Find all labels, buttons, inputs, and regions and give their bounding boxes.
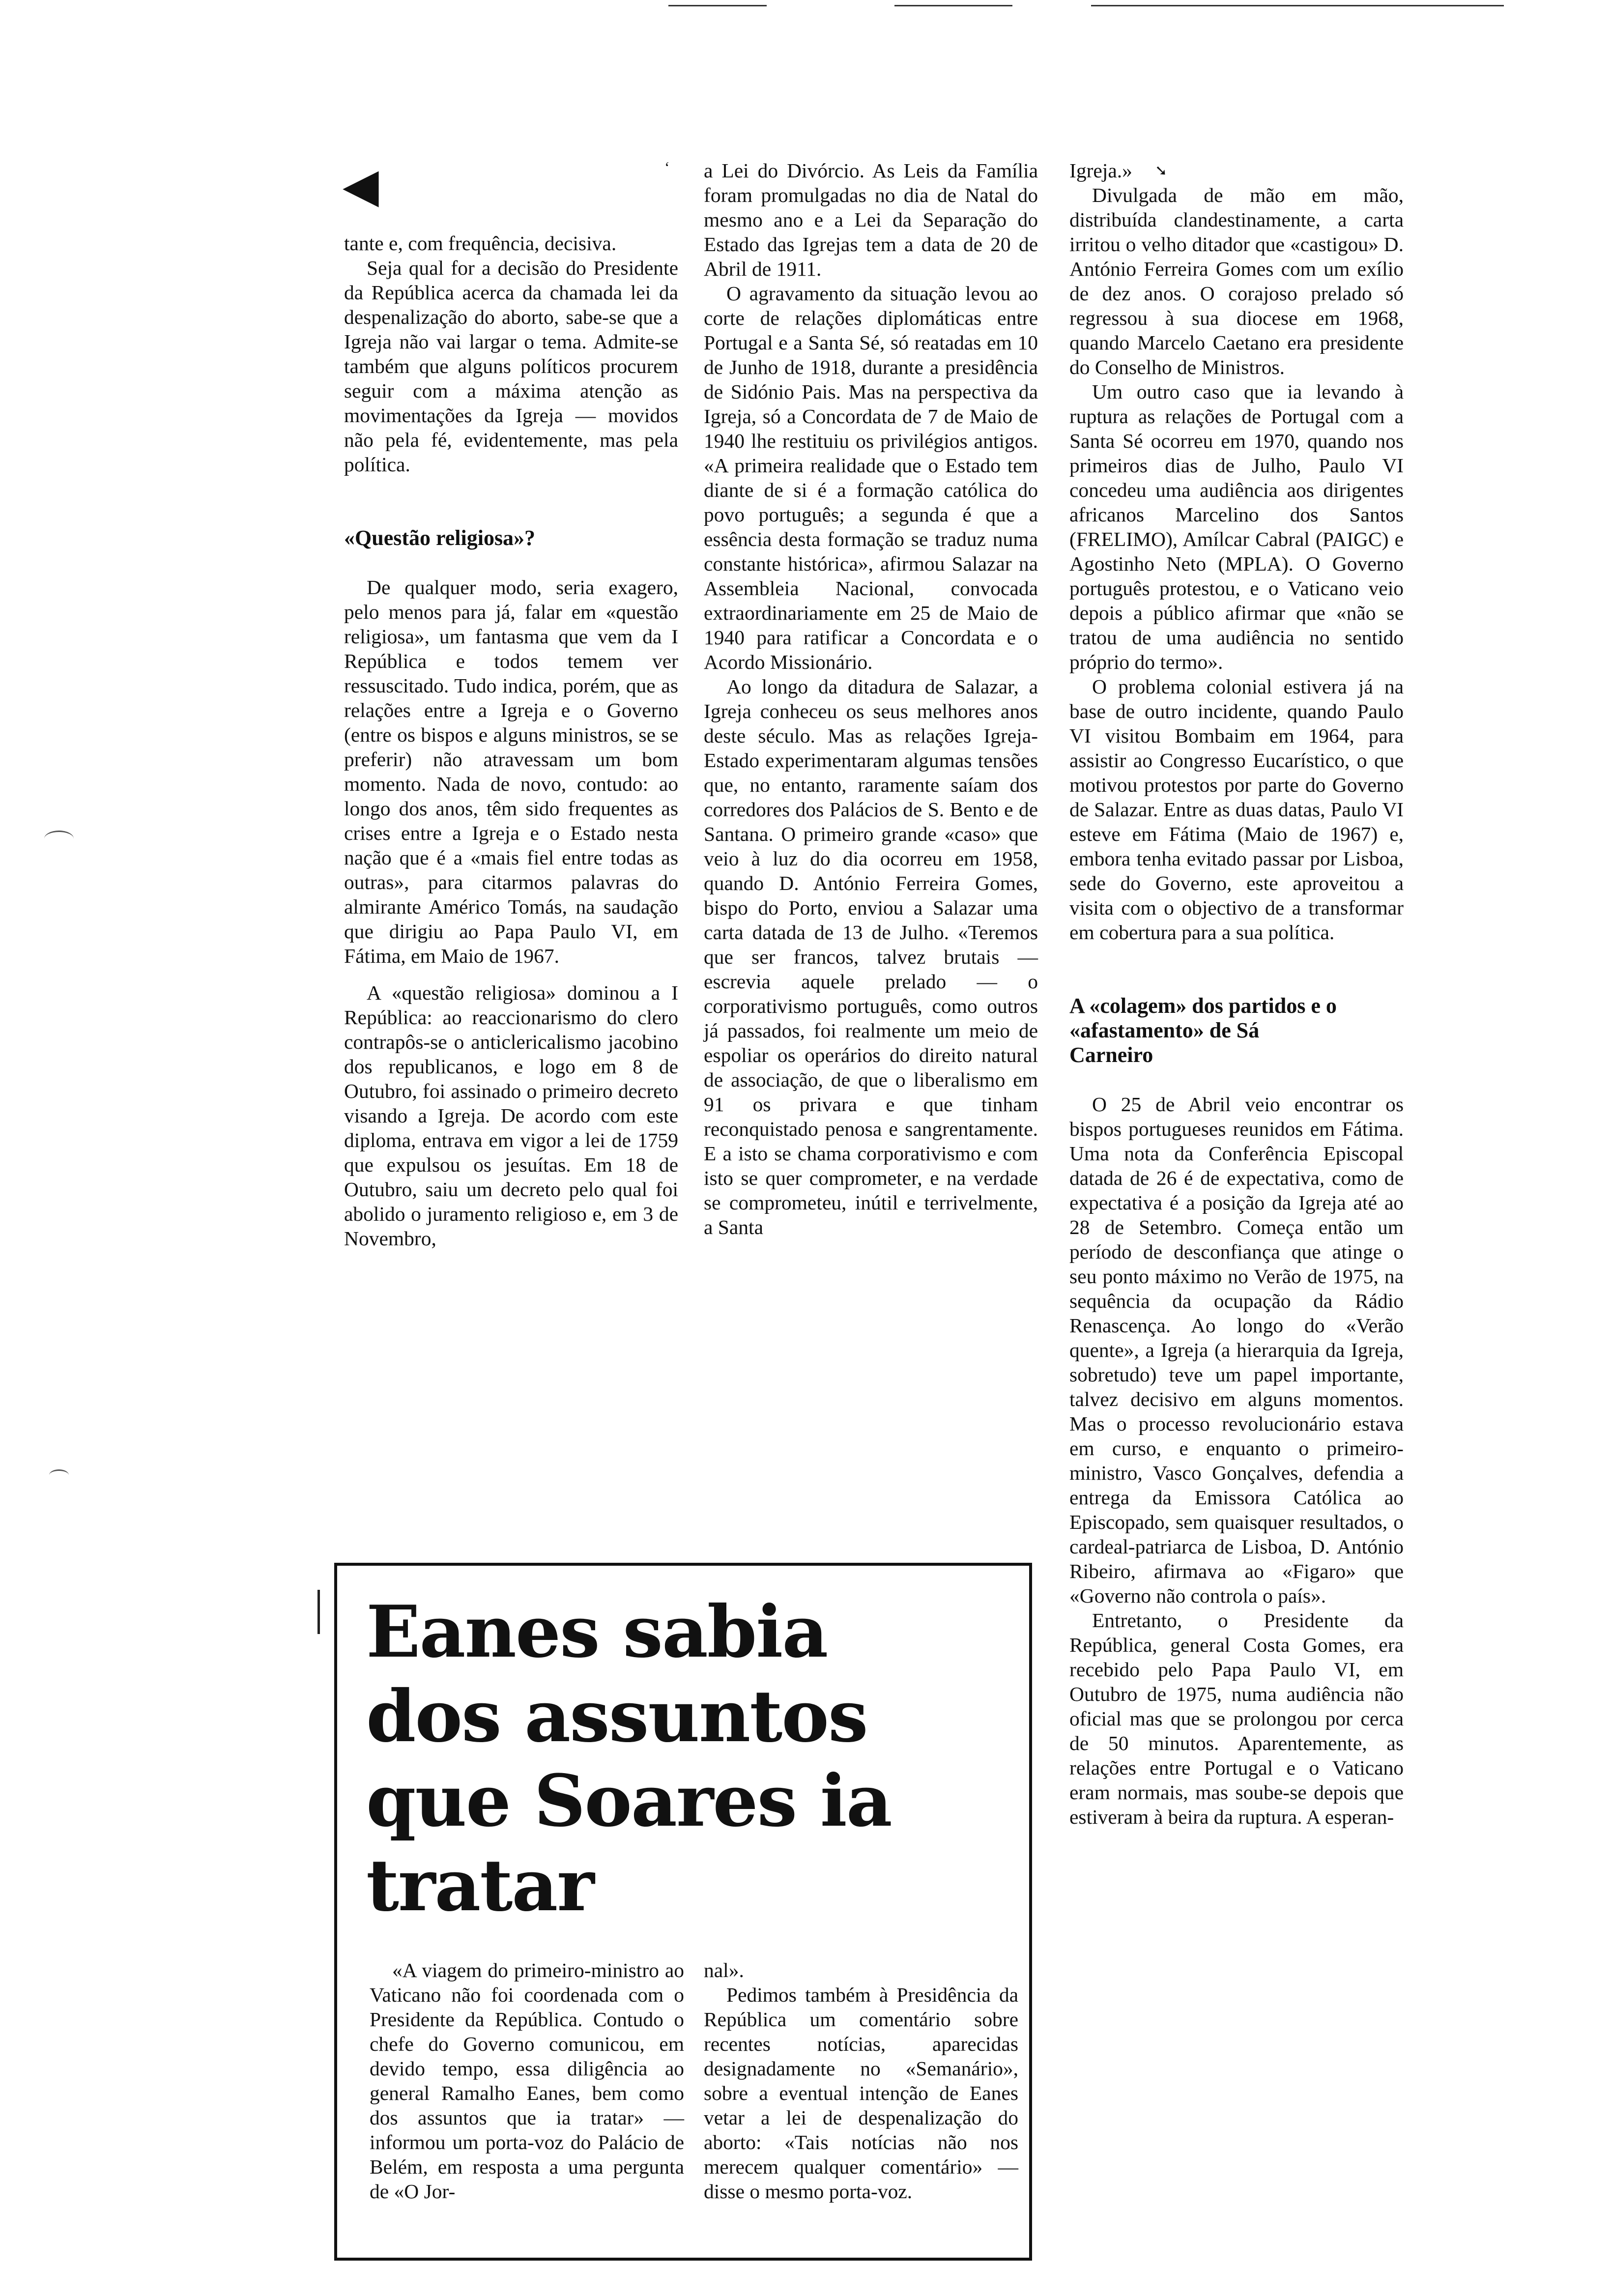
column-2-paragraph-1: a Lei do Divórcio. As Leis da Família foram promulgadas no dia de Natal do mesmo ano e a Lei da Separação do Estado das Igrejas tem a data de 20 de Abril de 1911. <box>704 159 1038 280</box>
sidebar-column-1 <box>370 1958 684 2204</box>
sidebar-paragraph-2: Pedimos também à Presidência da República um comentário sobre recentes notícias, aparecidas designadamente no «Semanário», sobre a eventual intenção de Eanes vetar a lei de despenalização do aborto: «Tais notícias não nos merecem qualquer comentário» — disse o mesmo porta-voz. <box>704 1983 1018 2203</box>
scan-edge-line-top-mid <box>894 5 1012 6</box>
sidebar-paragraph-1: «A viagem do primeiro-ministro ao Vaticano não foi coordenada com o Presidente da República. Contudo o chefe do Governo comunicou, em devido tempo, essa diligência ao general Ramalho Eanes, bem como dos assuntos que ia tratar» — informou um porta-voz do Palácio de Belém, em resposta a uma pergunta de «O Jor- <box>370 1959 684 2203</box>
subheading-questao-religiosa: «Questão religiosa»? <box>344 526 536 550</box>
column-1-paragraph-2: De qualquer modo, seria exagero, pelo menos para já, falar em «questão religiosa», um fantasma que vem da I República e todos temem ver ressuscitado. Tudo indica, porém, que as relações entre a Igreja e o Governo (entre os bispos e alguns ministros, se se preferir) não atravessam um bom momento. Nada de novo, contudo: ao longo dos anos, têm sido frequentes as crises entre a Igreja e o Estado nesta nação que é a «mais fiel entre todas as outras», para citarmos palavras do almirante Américo Tomás, na saudação que dirigiu ao Papa Paulo VI, em Fátima, em Maio de 1967. <box>344 576 678 967</box>
print-dot-mark: ➘ <box>1155 163 1168 179</box>
scan-smudge-left-lower <box>49 1469 69 1481</box>
column-3-paragraph-2: Um outro caso que ia levando à ruptura as relações de Portugal com a Santa Sé ocorreu em 1970, quando nos primeiros dias de Julho, Paulo VI concedeu uma audiência aos dirigentes africanos Marcelino dos Santos (FRELIMO), Amílcar Cabral (PAIGC) e Agostinho Neto (MPLA). O Governo português protestou, e o Vaticano veio depois a público afirmar que «não se tratou de uma audiência no sentido próprio do termo». <box>1069 380 1404 673</box>
sidebar-lead-text: nal». <box>704 1959 744 1981</box>
article-column-3 <box>1069 158 1404 1829</box>
scan-edge-line-top-left <box>668 5 767 6</box>
box-margin-mark <box>317 1590 320 1634</box>
column-2-paragraph-2: O agravamento da situação levou ao corte de relações diplomáticas entre Portugal e a Santa Sé, só reatadas em 10 de Junho de 1918, durante a presidência de Sidónio Pais. Mas na perspectiva da Igreja, só a Concordata de 7 de Maio de 1940 lhe restituiu os privilégios antigos. «A primeira realidade que o Estado tem diante de si é a formação católica do povo português; a segunda é que a essência desta formação se traduz numa constante histórica», afirmou Salazar na Assembleia Nacional, convocada extraordinariamente em 25 de Maio de 1940 para ratificar a Concordata e o Acordo Missionário. <box>704 282 1038 673</box>
article-column-1 <box>344 231 678 1251</box>
print-tick-mark: ʻ <box>664 158 670 176</box>
column-3-paragraph-3: O problema colonial estivera já na base de outro incidente, quando Paulo VI visitou Bombaim em 1964, para assistir ao Congresso Eucarístico, o que motivou protestos por parte do Governo de Salazar. Entre as duas datas, Paulo VI esteve em Fátima (Maio de 1967) e, embora tenha evitado passar por Lisboa, sede do Governo, este aproveitou a visita com o objectivo de a transformar em cobertura para a sua política. <box>1069 675 1404 944</box>
sidebar-column-2 <box>704 1958 1018 2204</box>
column-3-paragraph-1: Divulgada de mão em mão, distribuída clandestinamente, a carta irritou o velho ditador que «castigou» D. António Ferreira Gomes com um exílio de dez anos. O corajoso prelado só regressou à sua diocese em 1968, quando Marcelo Caetano era presidente do Conselho de Ministros. <box>1069 184 1404 378</box>
article-column-2 <box>704 158 1038 1239</box>
column-3-paragraph-5: Entretanto, o Presidente da República, general Costa Gomes, era recebido pelo Papa Paulo VI, em Outubro de 1975, numa audiência não oficial mas que se prolongou por cerca de 50 minutos. Aparentemente, as relações entre Portugal e o Vaticano eram normais, mas soube-se depois que estiveram à beira da ruptura. A esperan- <box>1069 1609 1404 1828</box>
column-1-lead-text: tante e, com frequência, decisiva. <box>344 232 617 255</box>
column-1-paragraph-1: Seja qual for a decisão do Presidente da República acerca da chamada lei da despenalização do aborto, sabe-se que a Igreja não vai largar o tema. Admite-se também que alguns políticos procurem seguir com a máxima atenção as movimentações da Igreja — movidos não pela fé, evidentemente, mas pela política. <box>344 257 678 476</box>
scan-smudge-left-upper <box>44 831 74 847</box>
scan-edge-line-top-right <box>1091 5 1504 6</box>
continuation-arrow-icon: ◀ <box>343 159 379 212</box>
column-3-lead-text: Igreja.» <box>1069 159 1132 182</box>
column-1-paragraph-3: A «questão religiosa» dominou a I República: ao reaccionarismo do clero contrapôs-se o anticlericalismo jacobino dos republicanos, e logo em 8 de Outubro, foi assinado o primeiro decreto visando a Igreja. De acordo com este diploma, entrava em vigor a lei de 1759 que expulsou os jesuítas. Em 18 de Outubro, saiu um decreto pelo qual foi abolido o juramento religioso e, em 3 de Novembro, <box>344 981 678 1250</box>
column-3-paragraph-4: O 25 de Abril veio encontrar os bispos portugueses reunidos em Fátima. Uma nota da Conferência Episcopal datada de 26 é de expectativa, como de expectativa é a posição da Igreja até ao 28 de Setembro. Começa então um período de desconfiança que atinge o seu ponto máximo no Verão de 1975, na sequência da ocupação da Rádio Renascença. Ao longo do «Verão quente», a Igreja (a hierarquia da Igreja, sobretudo) teve um papel importante, talvez decisivo em alguns momentos. Mas o processo revolucionário estava em curso, e enquanto o primeiro-ministro, Vasco Gonçalves, defendia a entrega da Emissora Católica ao Episcopado, sem quaisquer resultados, o cardeal-patriarca de Lisboa, D. António Ribeiro, afirmava ao «Figaro» que «Governo não controla o país». <box>1069 1093 1404 1607</box>
column-2-paragraph-3: Ao longo da ditadura de Salazar, a Igreja conheceu os seus melhores anos deste século. Mas as relações Igreja-Estado experimentaram algumas tensões que, no entanto, raramente saíam dos corredores dos Palácios de S. Bento e de Santana. O primeiro grande «caso» que veio à luz do dia ocorreu em 1958, quando D. António Ferreira Gomes, bispo do Porto, enviou a Salazar uma carta datada de 13 de Julho. «Teremos que ser francos, talvez brutais — escrevia aquele prelado — o corporativismo português, como outros já passados, foi realmente um meio de espoliar os operários do direito natural de associação, de que o liberalismo em 91 os privara e que tinham reconquistado penosa e sangrentamente. E a isto se chama corporativismo e com isto se quer comprometer, e na verdade se comprometeu, inútil e terrivelmente, a Santa <box>704 675 1038 1238</box>
sidebar-headline: Eanes sabia dos assuntos que Soares ia tratar <box>366 1590 892 1927</box>
subheading-colagem-dos-partidos: A «colagem» dos partidos e o «afastamento» de Sá Carneiro <box>1069 994 1337 1067</box>
